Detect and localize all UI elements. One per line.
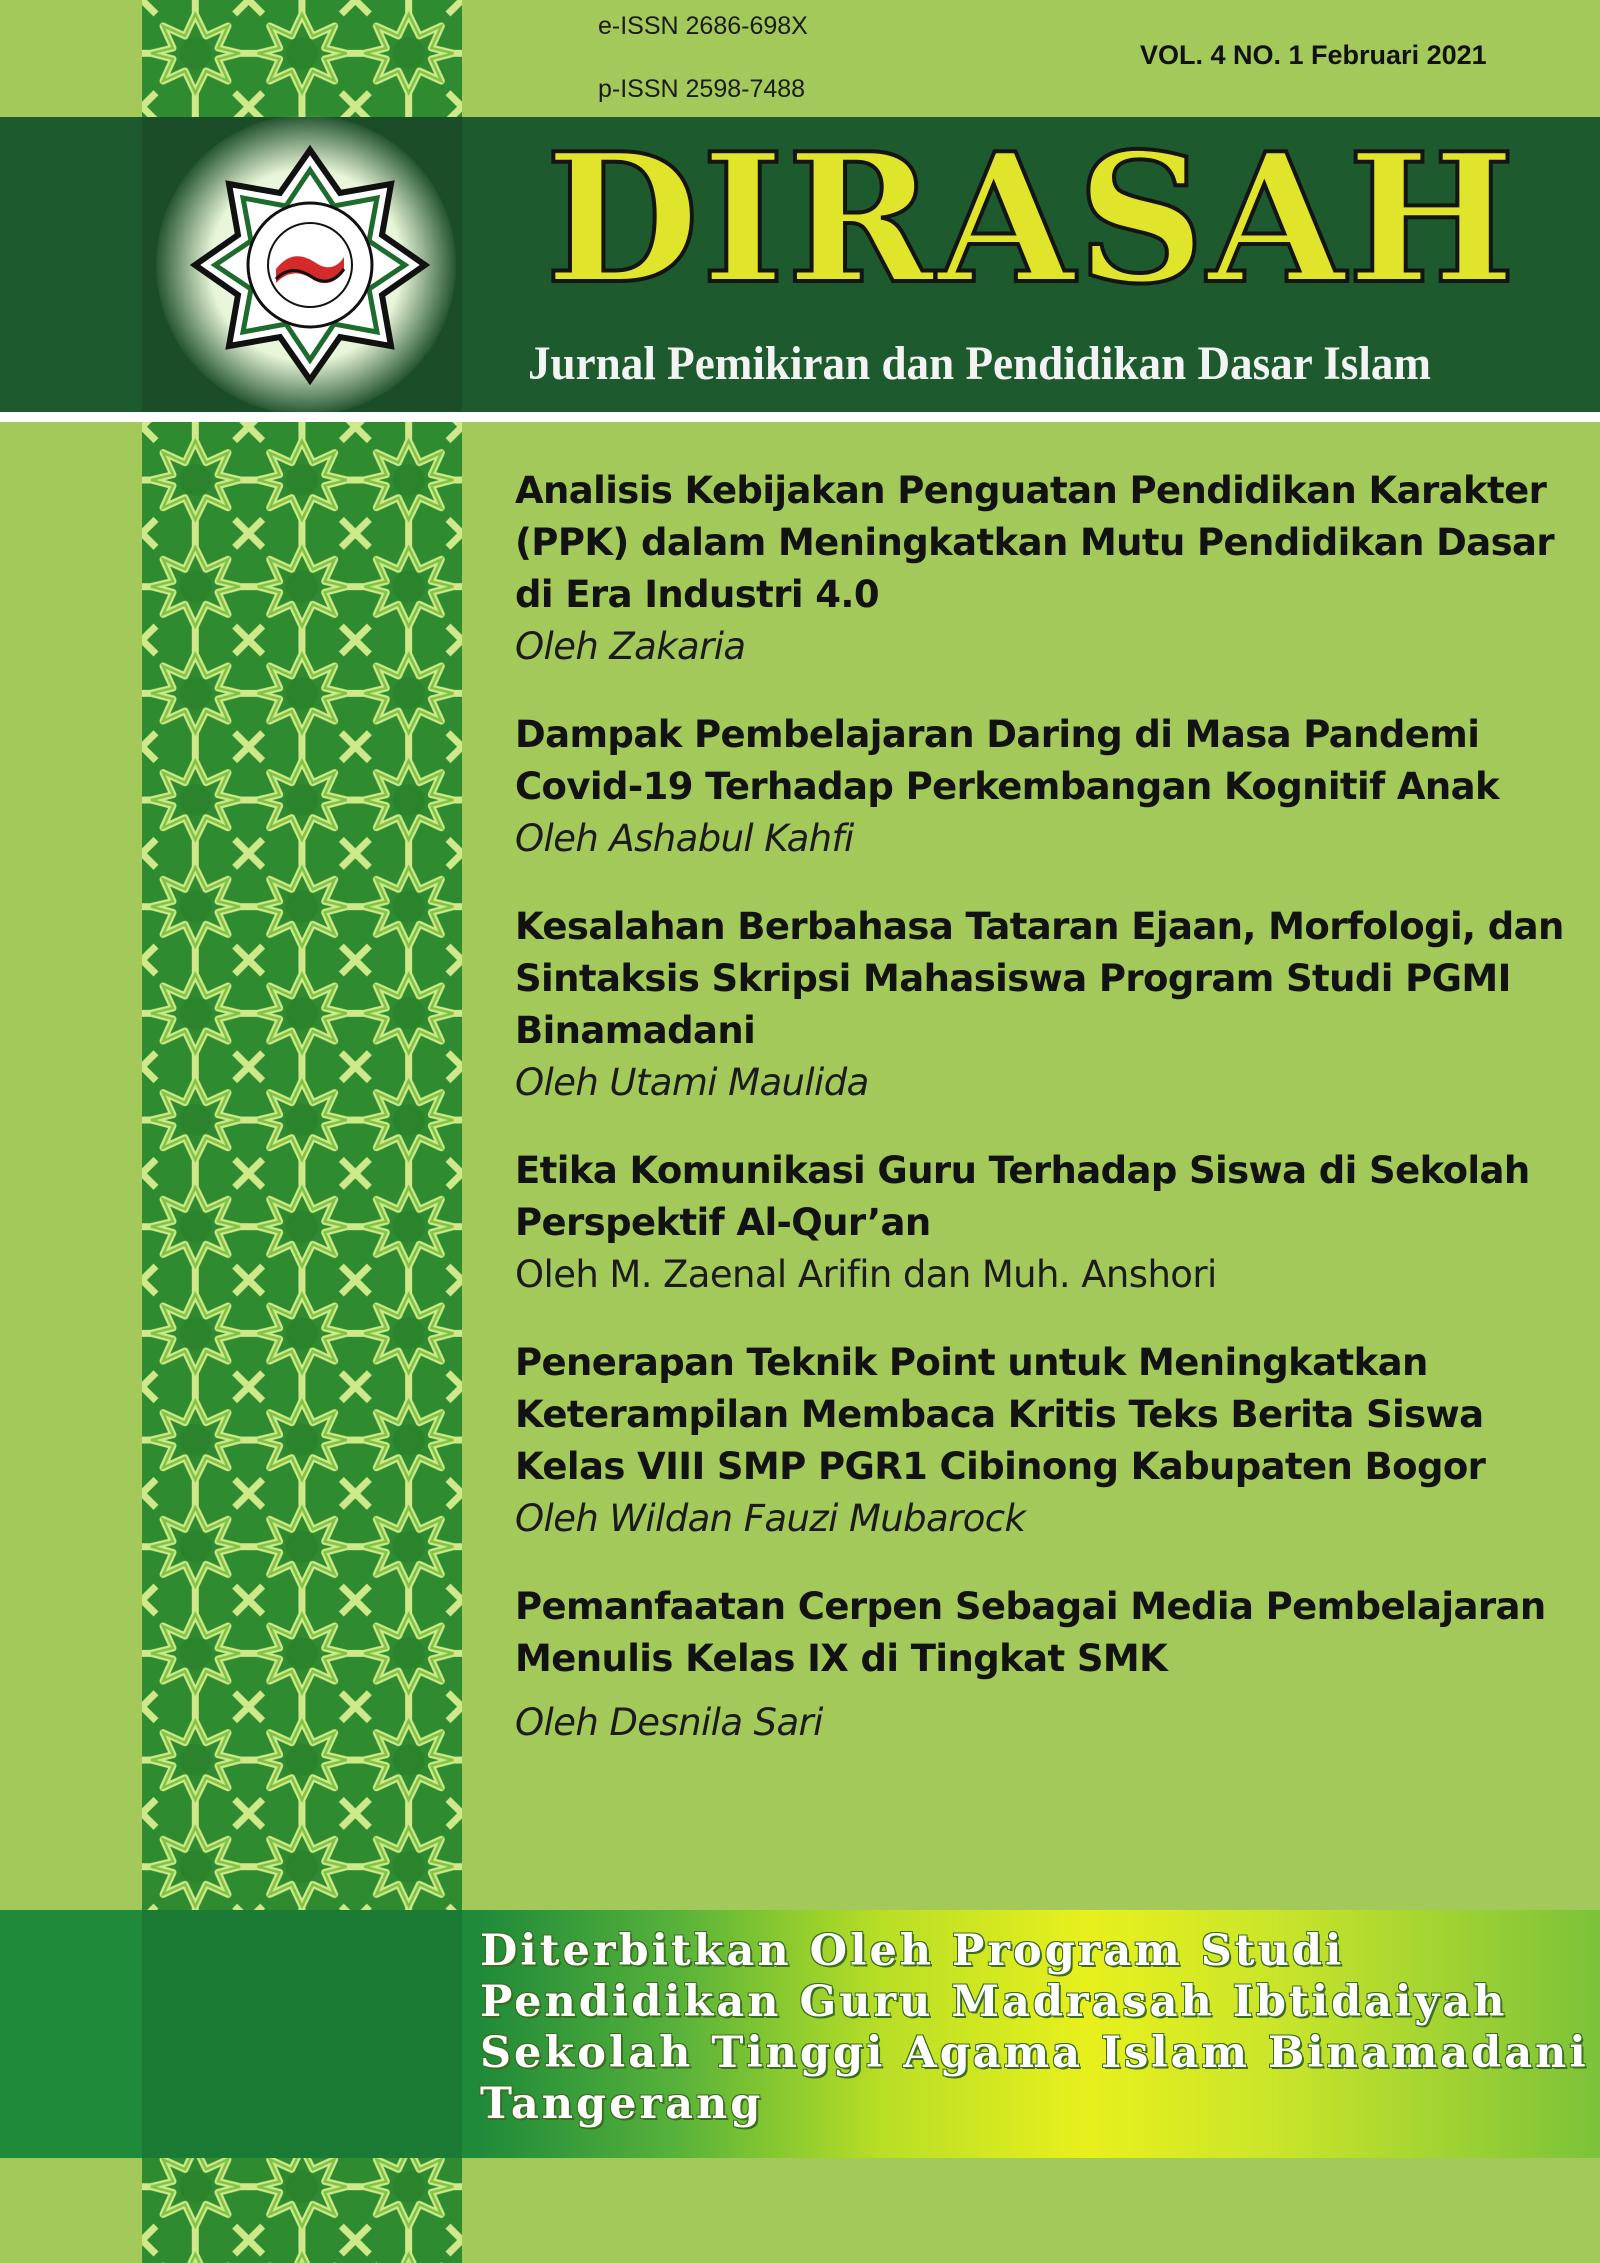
article-author: Oleh Desnila Sari xyxy=(515,1701,823,1744)
publisher-line: Pendidikan Guru Madrasah Ibtidaiyah xyxy=(480,1977,1508,2027)
article-title: Analisis Kebijakan Penguatan Pendidikan Karakter (PPK) dalam Meningkatkan Mutu Pendidikan Dasar di Era Industri 4.0 xyxy=(515,469,1555,616)
journal-title: DIRASAH xyxy=(545,114,1518,323)
article-author: Oleh Ashabul Kahfi xyxy=(515,817,854,860)
article-item xyxy=(515,709,1575,865)
article-author: Oleh Utami Maulida xyxy=(515,1061,869,1104)
article-title: Dampak Pembelajaran Daring di Masa Pandemi Covid-19 Terhadap Perkembangan Kognitif Anak xyxy=(515,713,1500,808)
article-item xyxy=(515,1337,1575,1545)
publisher-line: Diterbitkan Oleh Program Studi xyxy=(480,1926,1345,1976)
eissn-label: e-ISSN 2686-698X xyxy=(598,12,808,40)
article-list xyxy=(515,465,1575,1785)
article-item xyxy=(515,1145,1575,1301)
publisher-line: Tangerang xyxy=(480,2079,764,2129)
article-title: Penerapan Teknik Point untuk Meningkatkan Keterampilan Membaca Kritis Teks Berita Siswa Kelas VIII SMP PGR1 Cibinong Kabupaten Bogor xyxy=(515,1341,1486,1488)
article-item xyxy=(515,1581,1575,1749)
article-author: Oleh M. Zaenal Arifin dan Muh. Anshori xyxy=(515,1253,1217,1296)
institution-logo xyxy=(170,125,450,405)
journal-subtitle: Jurnal Pemikiran dan Pendidikan Dasar Islam xyxy=(528,337,1432,390)
article-author: Oleh Zakaria xyxy=(515,625,746,668)
publisher-line: Sekolah Tinggi Agama Islam Binamadani xyxy=(480,2028,1589,2078)
article-title: Etika Komunikasi Guru Terhadap Siswa di Sekolah Perspektif Al-Qur’an xyxy=(515,1149,1530,1244)
header-divider xyxy=(0,412,1600,422)
article-item xyxy=(515,901,1575,1109)
article-item xyxy=(515,465,1575,673)
volume-label: VOL. 4 NO. 1 Februari 2021 xyxy=(1140,40,1487,70)
publisher-block xyxy=(480,1926,1600,2130)
pissn-label: p-ISSN 2598-7488 xyxy=(598,75,806,103)
article-title: Kesalahan Berbahasa Tataran Ejaan, Morfologi, dan Sintaksis Skripsi Mahasiswa Program Studi PGMI Binamadani xyxy=(515,905,1564,1052)
publisher-band-pattern-gap xyxy=(142,1910,462,2158)
article-author: Oleh Wildan Fauzi Mubarock xyxy=(515,1497,1026,1540)
article-title: Pemanfaatan Cerpen Sebagai Media Pembelajaran Menulis Kelas IX di Tingkat SMK xyxy=(515,1585,1546,1680)
